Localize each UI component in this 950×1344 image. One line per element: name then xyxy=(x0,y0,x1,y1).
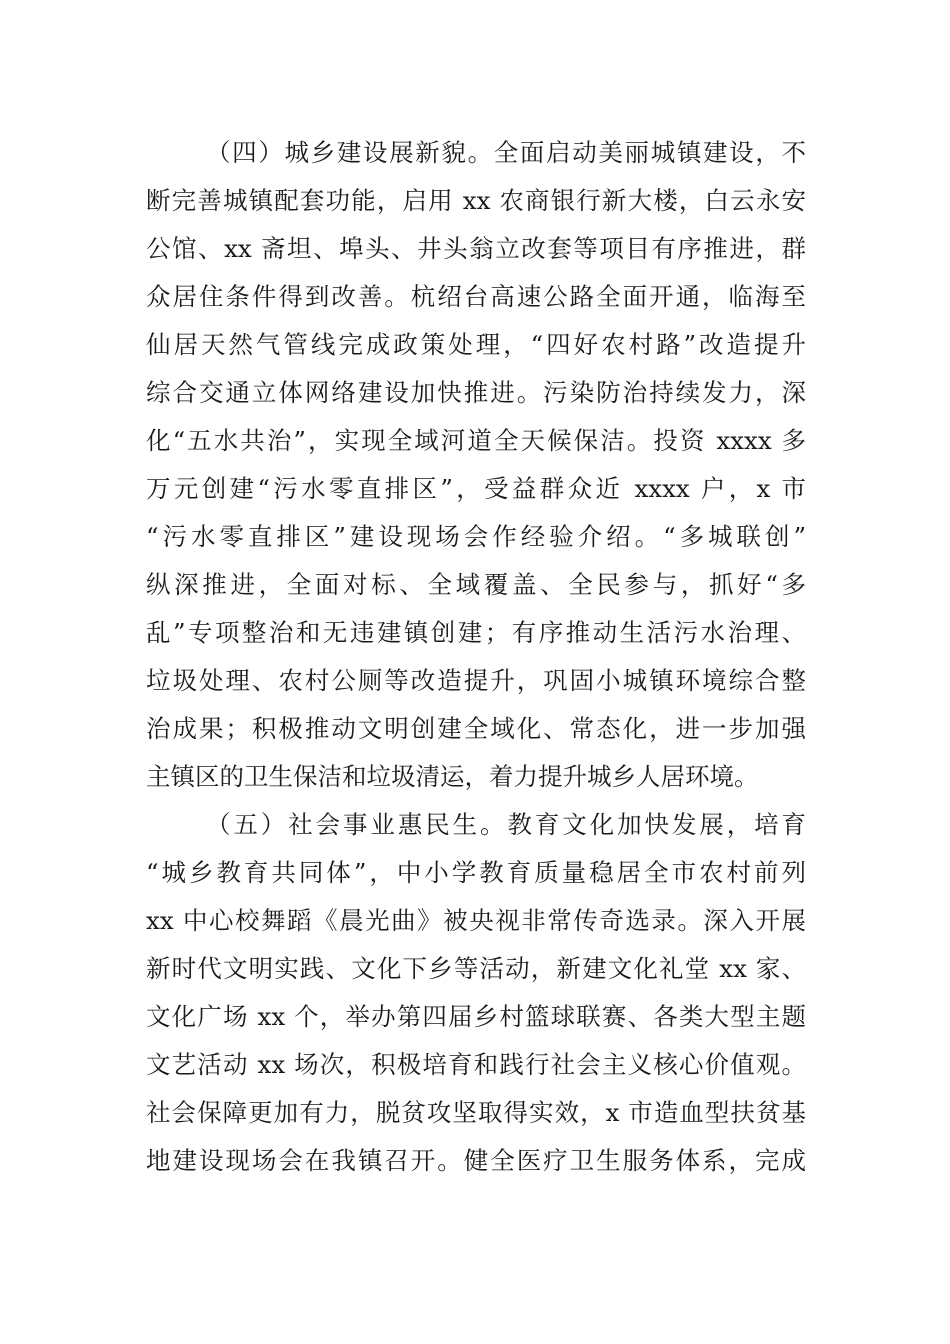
paragraph-line: 纵深推进，全面对标、全域覆盖、全民参与，抓好“多 xyxy=(146,570,806,599)
paragraph-line: xx 中心校舞蹈《晨光曲》被央视非常传奇选录。深入开展 xyxy=(146,906,806,935)
paragraph-line: 垃圾处理、农村公厕等改造提升，巩固小城镇环境综合整 xyxy=(146,666,806,695)
paragraph-line: 众居住条件得到改善。杭绍台高速公路全面开通，临海至 xyxy=(146,282,806,311)
paragraph-line: “污水零直排区”建设现场会作经验介绍。“多城联创” xyxy=(146,522,806,551)
paragraph-line: 乱”专项整治和无违建镇创建；有序推动生活污水治理、 xyxy=(146,618,806,647)
paragraph-line: 万元创建“污水零直排区”，受益群众近 xxxx 户，x 市 xyxy=(146,474,806,503)
paragraph-line: 文化广场 xx 个，举办第四届乡村篮球联赛、各类大型主题 xyxy=(146,1002,806,1031)
paragraph-line: 主镇区的卫生保洁和垃圾清运，着力提升城乡人居环境。 xyxy=(146,762,759,791)
paragraph-line: 新时代文明实践、文化下乡等活动，新建文化礼堂 xx 家、 xyxy=(146,954,806,983)
paragraph-line: 文艺活动 xx 场次，积极培育和践行社会主义核心价值观。 xyxy=(146,1050,806,1079)
paragraph-line: 社会保障更加有力，脱贫攻坚取得实效，x 市造血型扶贫基 xyxy=(146,1098,806,1127)
paragraph-line: 治成果；积极推动文明创建全域化、常态化，进一步加强 xyxy=(146,714,806,743)
paragraph-line: 综合交通立体网络建设加快推进。污染防治持续发力，深 xyxy=(146,378,806,407)
paragraph-line: 断完善城镇配套功能，启用 xx 农商银行新大楼，白云永安 xyxy=(146,186,806,215)
paragraph-line: （四）城乡建设展新貌。全面启动美丽城镇建设，不 xyxy=(206,138,806,167)
paragraph-line: “城乡教育共同体”，中小学教育质量稳居全市农村前列 xyxy=(146,858,806,887)
paragraph-line: 公馆、xx 斋坦、埠头、井头翁立改套等项目有序推进，群 xyxy=(146,234,806,263)
paragraph-line: 地建设现场会在我镇召开。健全医疗卫生服务体系，完成 xyxy=(146,1146,806,1175)
paragraph-line: 仙居天然气管线完成政策处理，“四好农村路”改造提升 xyxy=(146,330,806,359)
paragraph-line: 化“五水共治”，实现全域河道全天候保洁。投资 xxxx 多 xyxy=(146,426,806,455)
paragraph-line: （五）社会事业惠民生。教育文化加快发展，培育 xyxy=(206,810,806,839)
